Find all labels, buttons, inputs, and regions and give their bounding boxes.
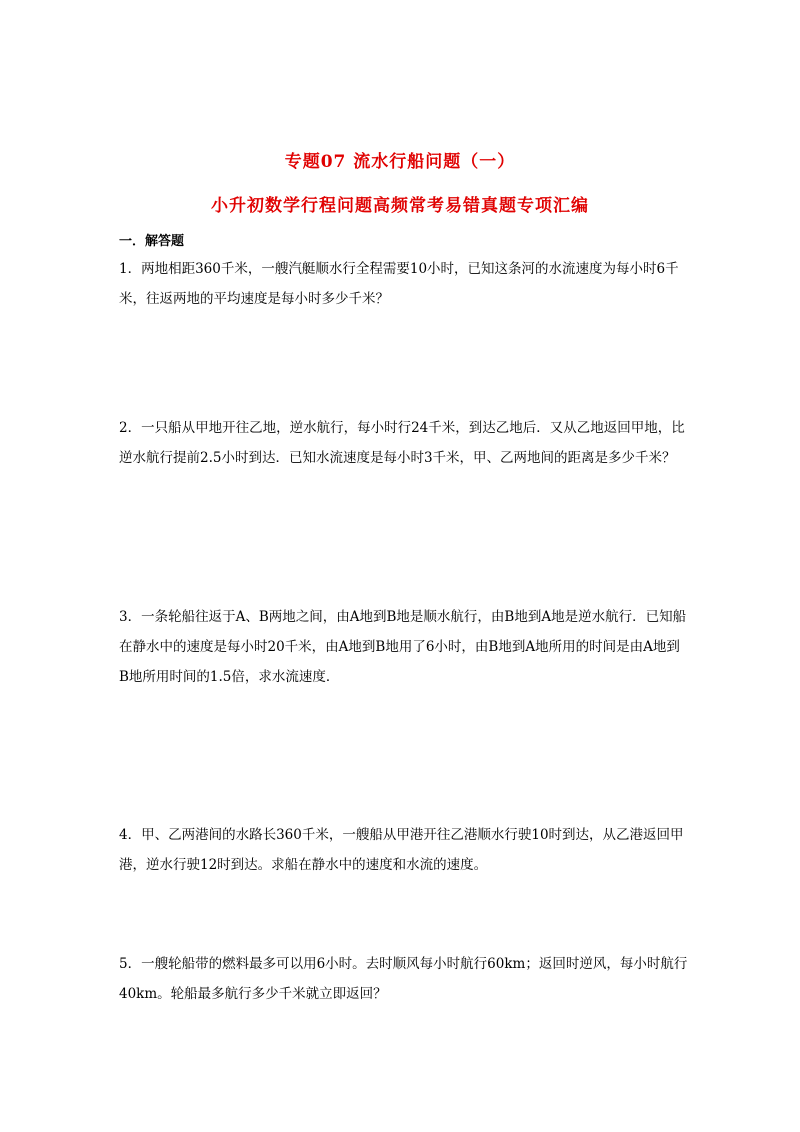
- section-heading: 一．解答题: [119, 234, 185, 249]
- question-3: 3．一条轮船往返于A、B两地之间，由A地到B地是顺水航行，由B地到A地是逆水航行．已知船在静水中的速度是每小时20千米，由A地到B地用了6小时，由B地到A地所用的时间是由A地到B地所用时间的1.5倍，求水流速度．: [119, 609, 687, 685]
- question-1: 1．两地相距360千米，一艘汽艇顺水行全程需要10小时，已知这条河的水流速度为每小时6千米，往返两地的平均速度是每小时多少千米？: [119, 261, 679, 307]
- question-2: 2．一只船从甲地开往乙地，逆水航行，每小时行24千米，到达乙地后．又从乙地返回甲地，比逆水航行提前2.5小时到达．已知水流速度是每小时3千米，甲、乙两地间的距离是多少千米？: [119, 420, 685, 466]
- question-5: 5．一艘轮船带的燃料最多可以用6小时。去时顺风每小时航行60km；返回时逆风，每小时航行40km。轮船最多航行多少千米就立即返回？: [119, 956, 688, 1002]
- document-subtitle: 小升初数学行程问题高频常考易错真题专项汇编: [211, 196, 589, 216]
- question-4: 4．甲、乙两港间的水路长360千米，一艘船从甲港开往乙港顺水行驶10时到达，从乙港返回甲港，逆水行驶12时到达。求船在静水中的速度和水流的速度。: [119, 827, 684, 873]
- document-title: 专题07 流水行船问题（一）: [284, 152, 516, 172]
